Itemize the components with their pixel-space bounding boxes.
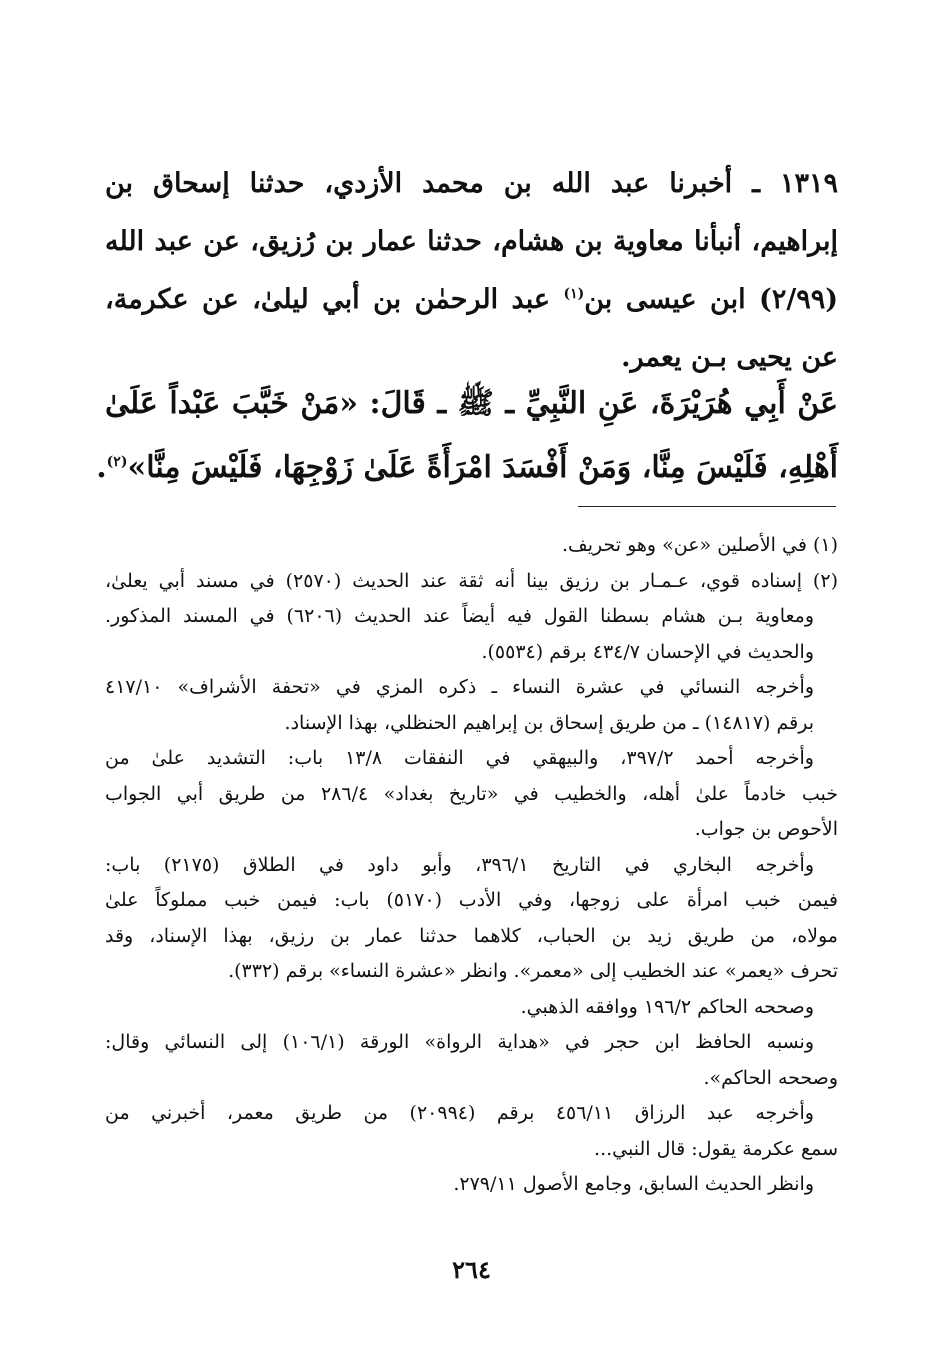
isnad-line: ١٣١٩ ـ أخبرنا عبد الله بن محمد الأزدي، حدثنا إسحاق بن [105,168,838,199]
isnad-line-part: عبد الرحمٰن بن أبي ليلىٰ، عن عكرمة، [105,284,550,315]
footnote-line: سمع عكرمة يقول: قال النبي... [594,1137,838,1160]
footnote-line: خبب خادماً علىٰ أهله، والخطيب في «تاريخ بغداد» ٢٨٦/٤ من طريق أبي الجواب [105,782,838,805]
footnote-line: برقم (١٤٨١٧) ـ من طريق إسحاق بن إبراهيم الحنظلي، بهذا الإسناد. [284,711,814,734]
isnad-line-part: (٢/٩٩) ابن عيسى بن [584,284,838,315]
footnote-ref: (١) [563,286,585,302]
hadith-matn [96,372,838,500]
footnote-divider [578,506,836,507]
footnote-line: (٢) إسناده قوي، عـمـار بن رزيق بينا أنه ثقة عند الحديث (٢٥٧٠) في مسند أبي يعلىٰ، [105,569,838,592]
footnote-line: (١) في الأصلين «عن» وهو تحريف. [562,534,838,556]
footnote-line: ومعاوية بـن هشام بسطنا القول فيه أيضاً عند الحديث (٦٢٠٦) في المسند المذكور. [105,605,814,627]
matn-line-part: أَهْلِهِ، فَلَيْسَ مِنَّا، وَمَنْ أَفْسَدَ امْرَأَةً عَلَىٰ زَوْجِهَا، فَلَيْسَ مِنَّا» [127,450,838,485]
footnote-line: وأخرجه عبد الرزاق ٤٥٦/١١ برقم (٢٠٩٩٤) من طريق معمر، أخبرني من [105,1102,814,1124]
isnad-line [105,271,838,329]
matn-line: عَنْ أَبِي هُرَيْرَةَ، عَنِ النَّبِيِّ ـ ﷺ ـ قَالَ: «مَنْ خَبَّبَ عَبْداً عَلَىٰ [105,386,838,421]
footnote-ref: (٢) [106,454,128,470]
page-number: ٢٦٤ [452,1255,491,1284]
matn-end-period: . [96,450,107,485]
footnote-line: وأخرجه النسائي في عشرة النساء ـ ذكره المزي في «تحفة الأشراف» ٤١٧/١٠ [105,676,814,698]
footnote-line: مولاه، من طريق زيد بن الحباب، كلاهما حدثنا عمار بن رزيق، بهذا الإسناد، وقد [105,924,838,947]
footnote-line: وانظر الحديث السابق، وجامع الأصول ٢٧٩/١١. [453,1173,814,1195]
isnad-line: عن يحيى بـن يعمر. [621,342,838,373]
footnote-line: والحديث في الإحسان ٤٣٤/٧ برقم (٥٥٣٤). [481,640,814,663]
footnote-line: الأحوص بن جواب. [694,818,838,840]
footnote-line: وصححه الحاكم». [703,1066,838,1089]
footnote-line: وصححه الحاكم ١٩٦/٢ ووافقه الذهبي. [520,995,814,1018]
footnote-line: ونسبه الحافظ ابن حجر في «هداية الرواة» الورقة (١٠٦/١) إلى النسائي وقال: [105,1031,815,1053]
footnote-line: تحرف «يعمر» عند الخطيب إلى «معمر». وانظر «عشرة النساء» برقم (٣٣٢). [228,960,838,982]
footnote-line: وأخرجه البخاري في التاريخ ٣٩٦/١، وأبو داود في الطلاق (٢١٧٥) باب: [105,853,815,876]
isnad-line: إبراهيم، أنبأنا معاوية بن هشام، حدثنا عمار بن رُزيق، عن عبد الله [105,226,838,257]
matn-line [96,436,838,500]
footnotes [105,528,838,1203]
footnote-line: فيمن خبب امرأة على زوجها، وفي الأدب (٥١٧٠) باب: فيمن خبب مملوكاً علىٰ [105,889,838,911]
footnote-line: وأخرجه أحمد ٣٩٧/٢، والبيهقي في النفقات ١٣/٨ باب: التشديد علىٰ من [105,747,814,769]
hadith-isnad [105,155,838,387]
